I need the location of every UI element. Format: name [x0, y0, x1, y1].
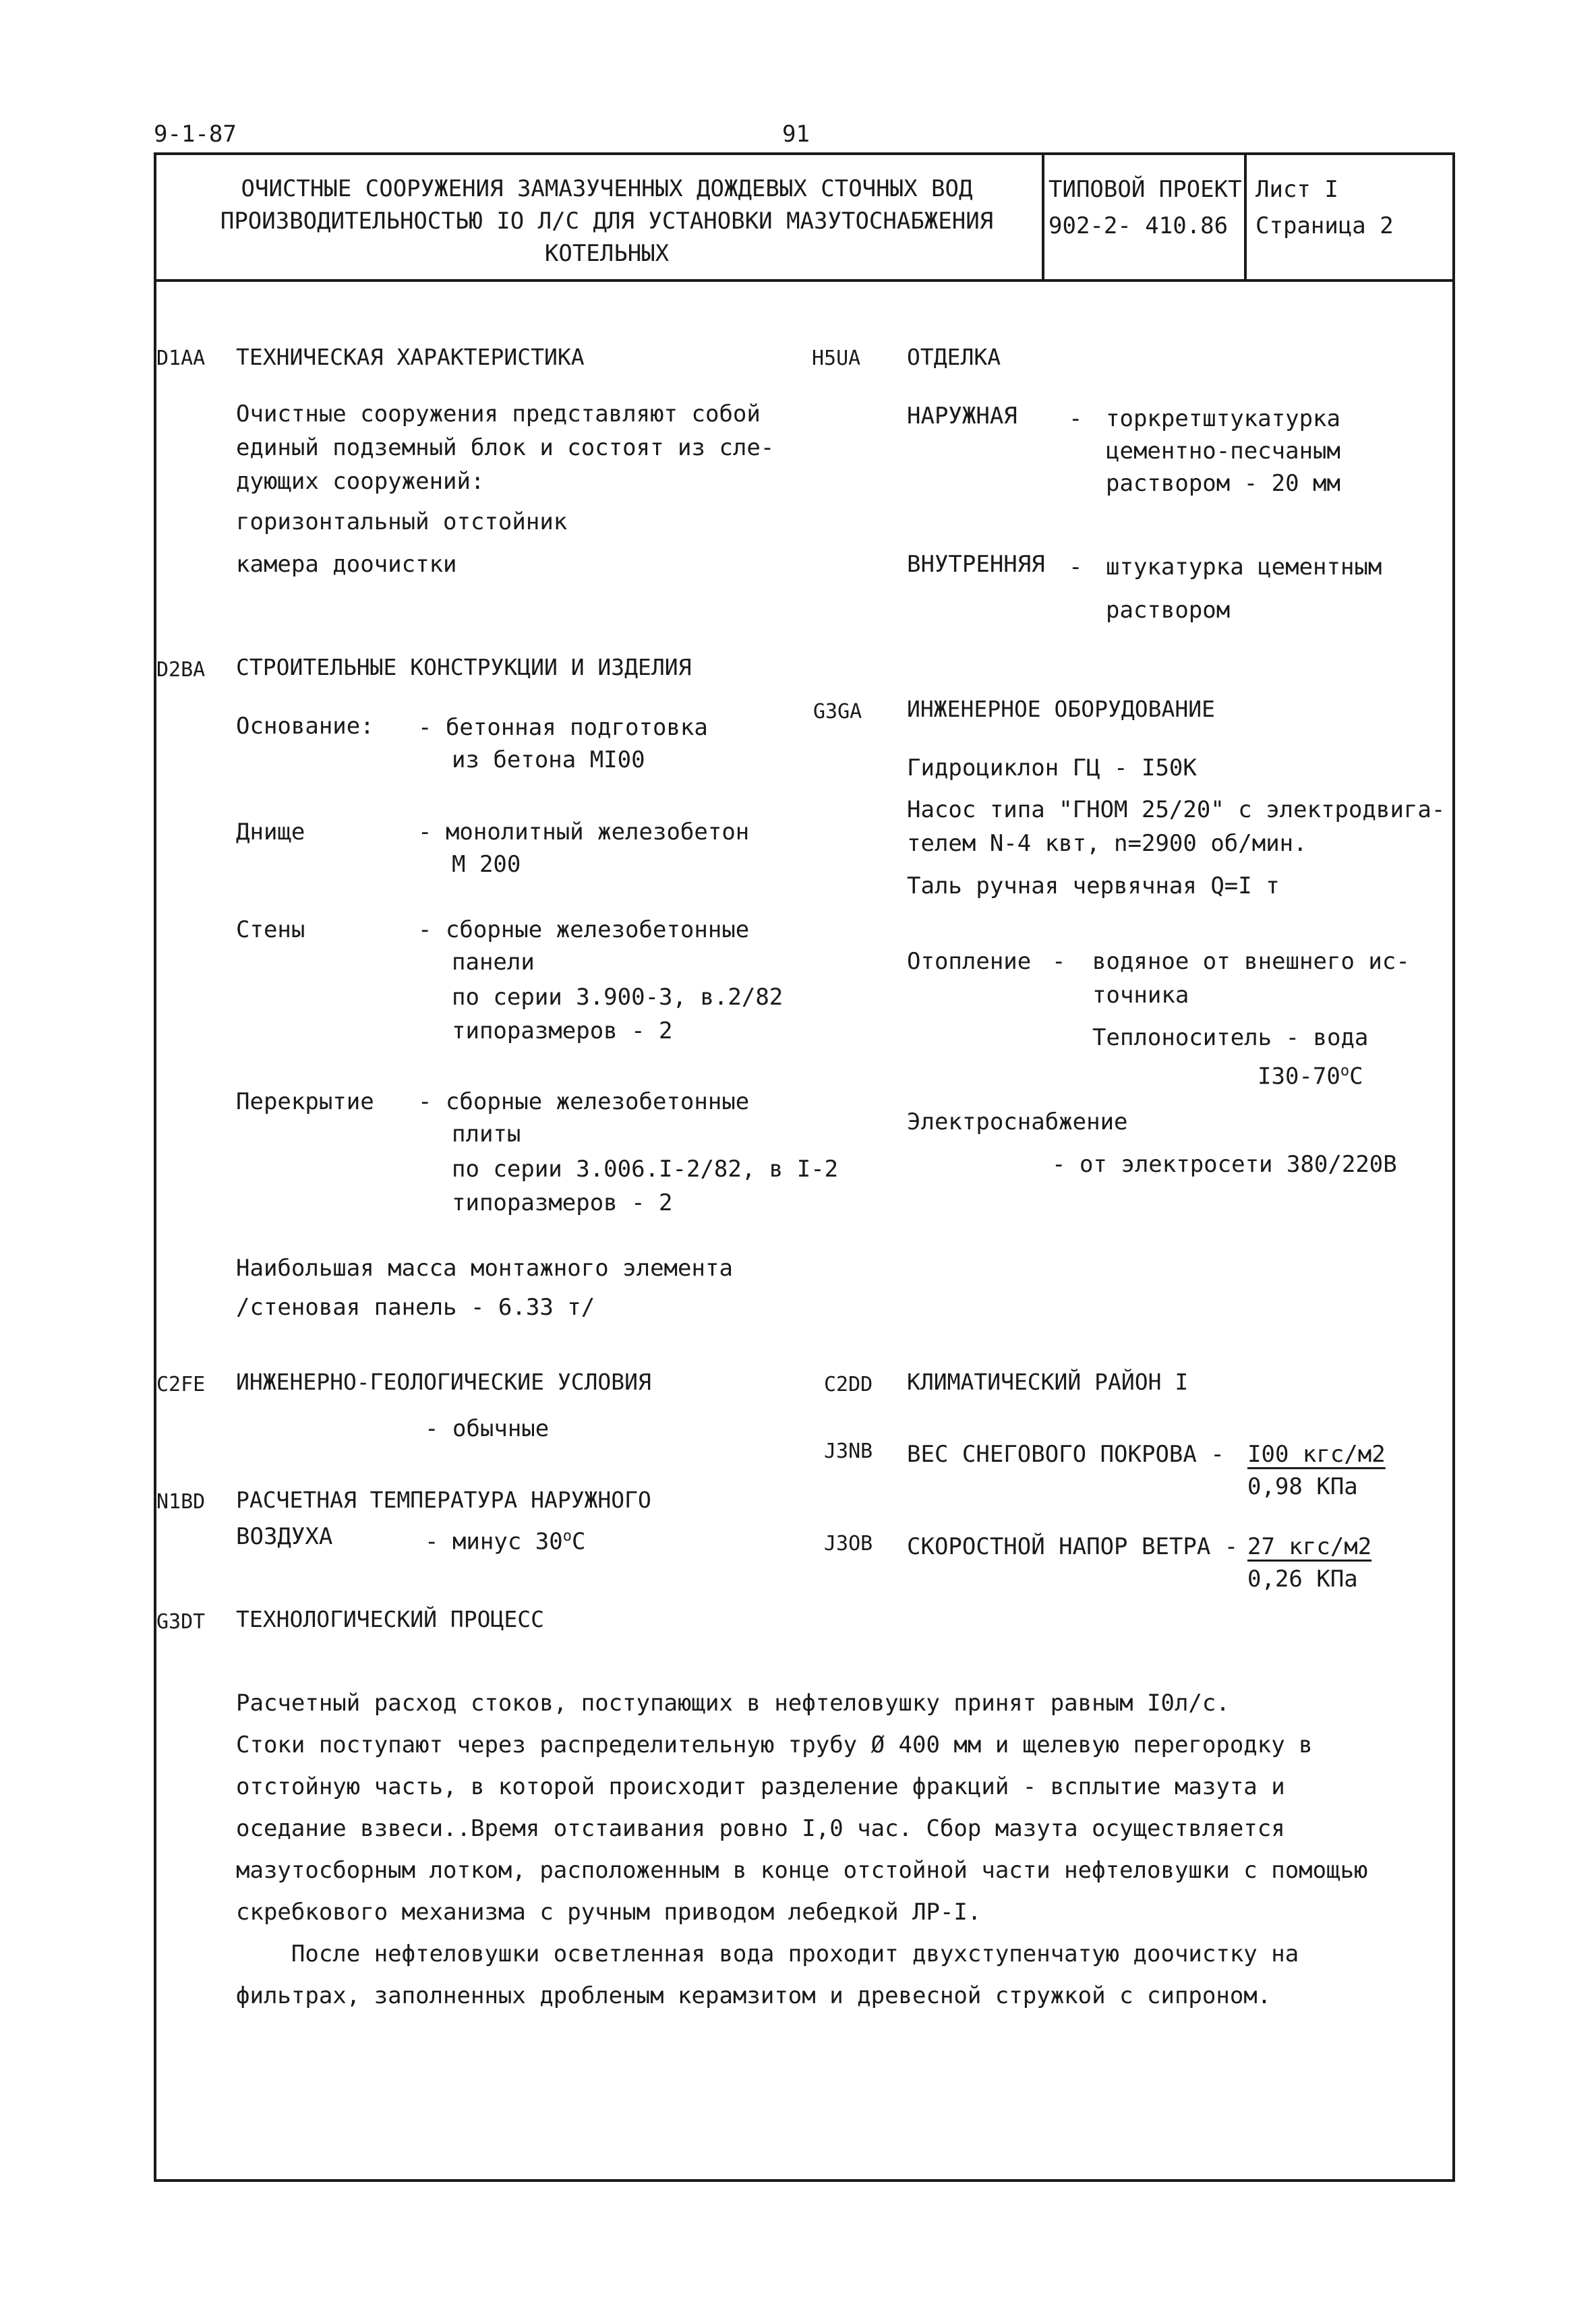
heating-dash: - [1052, 948, 1066, 975]
process-line-8: фильтрах, заполненных дробленым керамзитом и древесной стружкой с сипроном. [236, 1982, 1272, 2009]
code-j3nb: J3NB [824, 1440, 873, 1463]
code-d1aa: D1AA [156, 347, 206, 370]
heating-line-1: водяное от внешнего ис- [1092, 948, 1410, 975]
pump-line-2: телем N-4 квт, n=2900 об/мин. [907, 830, 1307, 857]
walls-label: Стены [236, 916, 305, 943]
code-g3dt: G3DT [156, 1610, 206, 1634]
project-number: 902-2- 410.86 [1048, 212, 1229, 239]
process-line-1: Расчетный расход стоков, поступающих в нефтеловушку принят равным I0л/с. [236, 1690, 1230, 1717]
base-line-1: - бетонная подготовка [418, 714, 708, 741]
coolant-temp [1258, 1052, 1363, 1096]
coolant: Теплоноситель - вода [1092, 1024, 1369, 1051]
code-c2dd: C2DD [824, 1373, 873, 1396]
process-heading: ТЕХНОЛОГИЧЕСКИЙ ПРОЦЕСС [236, 1606, 544, 1632]
construction-heading: СТРОИТЕЛЬНЫЕ КОНСТРУКЦИИ И ИЗДЕЛИЯ [236, 654, 692, 680]
finish-outer-3: раствором - 20 мм [1106, 470, 1340, 497]
hydrocyclone: Гидроциклон ГЦ - I50K [907, 754, 1197, 781]
finish-heading: ОТДЕЛКА [907, 344, 1001, 370]
roof-line-3: по серии 3.006.I-2/82, в I-2 [452, 1156, 839, 1183]
tech-heading: ТЕХНИЧЕСКАЯ ХАРАКТЕРИСТИКА [236, 344, 585, 370]
finish-inner-1: штукатурка цементным [1106, 554, 1382, 581]
title-line-3: КОТЕЛЬНЫХ [544, 240, 670, 267]
code-d2ba: D2BA [156, 658, 206, 682]
title-line-1: ОЧИСТНЫЕ СООРУЖЕНИЯ ЗАМАЗУЧЕННЫХ ДОЖДЕВЫХ СТОЧНЫХ ВОД [241, 175, 973, 202]
code-h5ua: H5UA [812, 347, 861, 370]
snow-label: ВЕС СНЕГОВОГО ПОКРОВА - [907, 1441, 1224, 1468]
hoist: Таль ручная червячная Q=I т [907, 872, 1280, 899]
finish-inner-label: ВНУТРЕННЯЯ [907, 551, 1045, 578]
temp-degree: o [562, 1528, 572, 1545]
walls-line-3: по серии 3.900-3, в.2/82 [452, 984, 784, 1011]
heating-label: Отопление [907, 948, 1032, 975]
code-j3ob: J3OB [824, 1532, 873, 1555]
finish-inner-dash: - [1069, 554, 1083, 581]
tech-line-1: Очистные сооружения представляют собой [236, 401, 761, 427]
header-divider [154, 279, 1455, 282]
base-label: Основание: [236, 713, 374, 740]
snow-value-2: 0,98 КПа [1247, 1473, 1358, 1500]
tech-line-3: дующих сооружений: [236, 468, 485, 495]
header-divider-2 [1244, 152, 1247, 280]
code-g3ga: G3GA [813, 700, 862, 723]
title-line-2: ПРОИЗВОДИТЕЛЬНОСТЬЮ IO Л/С ДЛЯ УСТАНОВКИ МАЗУТОСНАБЖЕНИЯ [220, 208, 994, 235]
finish-inner-2: раствором [1106, 597, 1231, 624]
tech-item-1: горизонтальный отстойник [236, 508, 568, 535]
pump-line-1: Насос типа "ГНОМ 25/20" с электродвига- [907, 796, 1446, 823]
page-label: Страница 2 [1255, 212, 1394, 239]
sheet-number: Лист I [1255, 176, 1338, 203]
coolant-unit: C [1349, 1063, 1363, 1090]
roof-label: Перекрытие [236, 1088, 374, 1115]
project-label: ТИПОВОЙ ПРОЕКТ [1048, 176, 1242, 203]
wind-value-2: 0,26 КПа [1247, 1566, 1358, 1593]
coolant-temp-value: I30-70 [1258, 1063, 1340, 1090]
finish-outer-dash: - [1069, 405, 1083, 432]
bottom-line-2: M 200 [452, 851, 521, 878]
wind-value-1: 27 кгс/м2 [1247, 1533, 1372, 1560]
temp-value [425, 1517, 585, 1561]
tech-line-2: единый подземный блок и состоят из сле- [236, 434, 775, 461]
process-line-7: После нефтеловушки осветленная вода проходит двухступенчатую доочистку на [236, 1940, 1299, 1967]
equipment-heading: ИНЖЕНЕРНОЕ ОБОРУДОВАНИЕ [907, 696, 1215, 722]
walls-line-4: типоразмеров - 2 [452, 1017, 673, 1044]
walls-line-2: панели [452, 949, 535, 976]
power-label: Электроснабжение [907, 1108, 1128, 1135]
wind-label: СКОРОСТНОЙ НАПОР ВЕТРА - [907, 1533, 1239, 1560]
process-line-2: Стоки поступают через распределительную трубу Ø 400 мм и щелевую перегородку в [236, 1731, 1313, 1758]
bottom-label: Днище [236, 819, 305, 846]
code-c2fe: C2FE [156, 1373, 206, 1396]
snow-value-1: I00 кгс/м2 [1247, 1441, 1386, 1468]
temp-number: - минус 30 [425, 1528, 563, 1555]
temp-heading: РАСЧЕТНАЯ ТЕМПЕРАТУРА НАРУЖНОГО [236, 1487, 651, 1513]
process-line-5: мазутосборным лотком, расположенным в конце отстойной части нефтеловушки с помощью [236, 1857, 1368, 1884]
process-line-3: отстойную часть, в которой происходит разделение фракций - всплытие мазута и [236, 1773, 1285, 1800]
code-n1bd: N1BD [156, 1490, 206, 1514]
process-line-6: скребкового механизма с ручным приводом лебедкой ЛР-I. [236, 1899, 982, 1926]
temp-label: ВОЗДУХА [236, 1523, 333, 1550]
tech-item-2: камера доочистки [236, 551, 457, 578]
finish-outer-2: цементно-песчаным [1106, 438, 1340, 465]
bottom-line-1: - монолитный железобетон [418, 819, 750, 846]
roof-line-2: плиты [452, 1121, 521, 1148]
roof-line-4: типоразмеров - 2 [452, 1189, 673, 1216]
geo-value: - обычные [425, 1415, 550, 1442]
process-line-4: оседание взвеси..Время отстаивания ровно I,0 час. Сбор мазута осуществляется [236, 1815, 1285, 1842]
doc-reference: 9-1-87 [154, 121, 237, 148]
power-value: - от электросети 380/220В [1052, 1151, 1397, 1178]
climate-heading: КЛИМАТИЧЕСКИЙ РАЙОН I [907, 1369, 1189, 1395]
finish-outer-label: НАРУЖНАЯ [907, 403, 1017, 429]
base-line-2: из бетона MI00 [452, 746, 645, 773]
header-divider-1 [1042, 152, 1044, 280]
geo-heading: ИНЖЕНЕРНО-ГЕОЛОГИЧЕСКИЕ УСЛОВИЯ [236, 1369, 651, 1395]
temp-unit: C [571, 1528, 586, 1555]
mass-line-1: Наибольшая масса монтажного элемента [236, 1255, 733, 1282]
finish-outer-1: торкретштукатурка [1106, 405, 1340, 432]
page-number: 91 [782, 121, 810, 148]
walls-line-1: - сборные железобетонные [418, 916, 750, 943]
coolant-degree: o [1340, 1063, 1350, 1079]
roof-line-1: - сборные железобетонные [418, 1088, 750, 1115]
heating-line-2: точника [1092, 982, 1189, 1009]
doc-title [175, 173, 1038, 270]
mass-line-2: /стеновая панель - 6.33 т/ [236, 1294, 595, 1321]
